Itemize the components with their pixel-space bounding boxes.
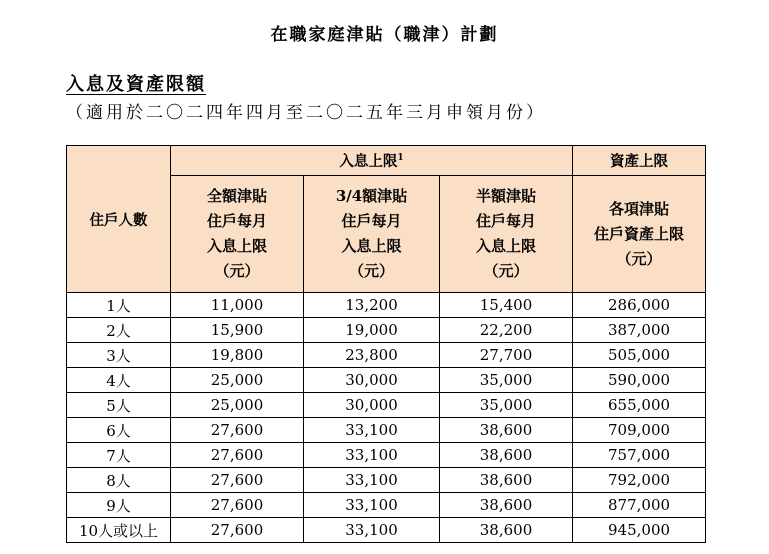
half-rate-header: 半額津貼 住戶每月 入息上限 （元）: [440, 176, 573, 293]
household-size: 7人: [67, 443, 171, 468]
table-row: [67, 293, 706, 318]
household-size-header: 住戶人數: [67, 146, 171, 293]
three-quarter-rate-limit: 13,200: [304, 293, 440, 318]
table-row: [67, 318, 706, 343]
full-rate-limit: 15,900: [171, 318, 304, 343]
applicable-period: （適用於二〇二四年四月至二〇二五年三月申領月份）: [66, 103, 546, 123]
asset-limit: 757,000: [573, 443, 706, 468]
page-title: 在職家庭津貼（職津）計劃: [270, 25, 499, 45]
table-row: [67, 343, 706, 368]
asset-limit: 655,000: [573, 393, 706, 418]
three-quarter-rate-header: 3/4額津貼 住戶每月 入息上限 （元）: [304, 176, 440, 293]
half-rate-limit: 38,600: [440, 443, 573, 468]
full-rate-limit: 19,800: [171, 343, 304, 368]
household-size: 9人: [67, 493, 171, 518]
three-quarter-rate-limit: 30,000: [304, 368, 440, 393]
three-quarter-rate-limit: 30,000: [304, 393, 440, 418]
three-quarter-rate-limit: 33,100: [304, 493, 440, 518]
household-size: 2人: [67, 318, 171, 343]
asset-limit: 877,000: [573, 493, 706, 518]
income-limit-header: 入息上限$^1$: [171, 146, 573, 176]
household-size: 3人: [67, 343, 171, 368]
half-rate-limit: 27,700: [440, 343, 573, 368]
full-rate-limit: 27,600: [171, 443, 304, 468]
half-rate-limit: 35,000: [440, 368, 573, 393]
half-rate-limit: 38,600: [440, 468, 573, 493]
household-size: 6人: [67, 418, 171, 443]
table-row: [67, 443, 706, 468]
table-row: [67, 518, 706, 543]
half-rate-limit: 38,600: [440, 518, 573, 543]
three-quarter-rate-limit: 33,100: [304, 443, 440, 468]
household-size: 5人: [67, 393, 171, 418]
three-quarter-rate-limit: 33,100: [304, 518, 440, 543]
table-row: [67, 368, 706, 393]
half-rate-limit: 15,400: [440, 293, 573, 318]
household-size: 10人或以上: [67, 518, 171, 543]
full-rate-limit: 27,600: [171, 418, 304, 443]
three-quarter-rate-limit: 33,100: [304, 418, 440, 443]
table-row: [67, 493, 706, 518]
household-size: 1人: [67, 293, 171, 318]
table-row: [67, 393, 706, 418]
household-size: 4人: [67, 368, 171, 393]
asset-limit: 590,000: [573, 368, 706, 393]
three-quarter-rate-limit: 33,100: [304, 468, 440, 493]
asset-limit: 709,000: [573, 418, 706, 443]
asset-limit: 505,000: [573, 343, 706, 368]
full-rate-limit: 25,000: [171, 368, 304, 393]
table-row: [67, 418, 706, 443]
household-size: 8人: [67, 468, 171, 493]
half-rate-limit: 38,600: [440, 493, 573, 518]
three-quarter-rate-limit: 23,800: [304, 343, 440, 368]
section-title: 入息及資產限額: [66, 74, 206, 95]
asset-limit-subheader: 各項津貼 住戶資產上限 （元）: [573, 176, 706, 293]
full-rate-limit: 11,000: [171, 293, 304, 318]
footnote-marker: 1: [397, 153, 404, 164]
three-quarter-rate-limit: 19,000: [304, 318, 440, 343]
table-row: [67, 468, 706, 493]
full-rate-limit: 27,600: [171, 468, 304, 493]
half-rate-limit: 22,200: [440, 318, 573, 343]
asset-limit: 792,000: [573, 468, 706, 493]
asset-limit: 387,000: [573, 318, 706, 343]
full-rate-limit: 27,600: [171, 518, 304, 543]
full-rate-header: 全額津貼 住戶每月 入息上限 （元）: [171, 176, 304, 293]
full-rate-limit: 27,600: [171, 493, 304, 518]
asset-limit: 945,000: [573, 518, 706, 543]
half-rate-limit: 38,600: [440, 418, 573, 443]
income-asset-limits-table: [66, 145, 706, 543]
half-rate-limit: 35,000: [440, 393, 573, 418]
asset-limit-header: 資產上限: [573, 146, 706, 176]
asset-limit: 286,000: [573, 293, 706, 318]
full-rate-limit: 25,000: [171, 393, 304, 418]
